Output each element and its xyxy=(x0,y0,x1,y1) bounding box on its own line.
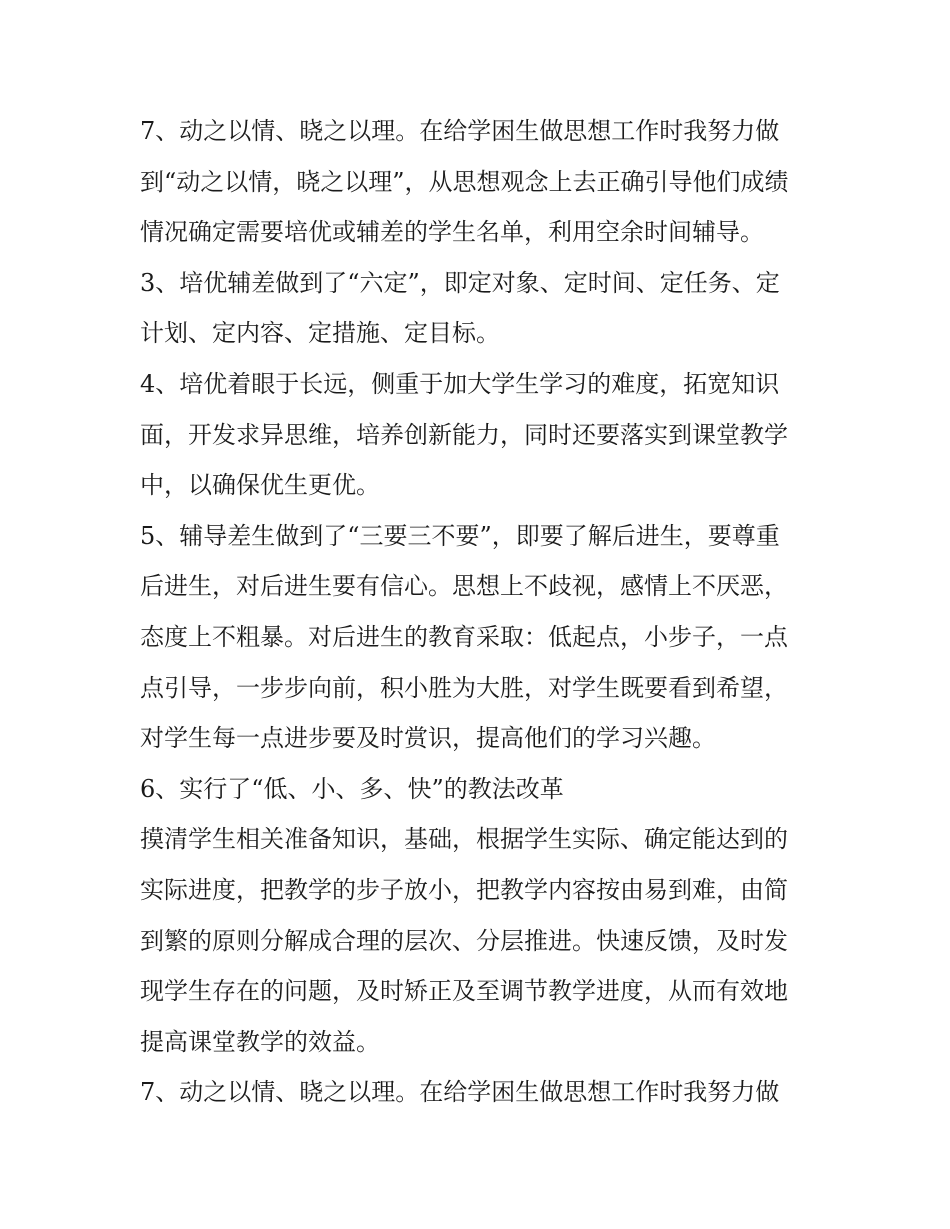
text-line: 点引导，一步步向前，积小胜为大胜，对学生既要看到希望， xyxy=(140,673,788,702)
text-line: 7、动之以情、晓之以理。在给学困生做思想工作时我努力做 xyxy=(140,1078,780,1107)
text-line: 6、实行了“低、小、多、快”的教法改革 xyxy=(140,774,564,803)
text-line: 3、培优辅差做到了“六定”，即定对象、定时间、定任务、定 xyxy=(140,268,780,297)
text-line: 7、动之以情、晓之以理。在给学困生做思想工作时我努力做 xyxy=(140,117,780,145)
text-line: 到“动之以情，晓之以理”，从思想观念上去正确引导他们成绩 xyxy=(140,167,789,196)
text-line: 情况确定需要培优或辅差的学生名单，利用空余时间辅导。 xyxy=(140,218,764,247)
text-line: 实际进度，把教学的步子放小，把教学内容按由易到难，由简 xyxy=(140,875,788,904)
text-line: 摸清学生相关准备知识，基础，根据学生实际、确定能达到的 xyxy=(140,825,788,854)
text-line: 到繁的原则分解成合理的层次、分层推进。快速反馈，及时发 xyxy=(140,926,788,955)
text-line: 现学生存在的问题，及时矫正及至调节教学进度，从而有效地 xyxy=(140,977,788,1006)
text-line: 5、辅导差生做到了“三要三不要”，即要了解后进生，要尊重 xyxy=(140,521,780,550)
document-body xyxy=(140,106,820,1118)
text-line: 4、培优着眼于长远，侧重于加大学生学习的难度，拓宽知识 xyxy=(140,369,780,398)
text-line: 提高课堂教学的效益。 xyxy=(140,1027,380,1056)
text-line: 对学生每一点进步要及时赏识，提高他们的学习兴趣。 xyxy=(140,724,716,753)
text-line: 后进生，对后进生要有信心。思想上不歧视，感情上不厌恶， xyxy=(140,572,788,601)
text-line: 面，开发求异思维，培养创新能力，同时还要落实到课堂教学 xyxy=(140,420,788,449)
text-line: 计划、定内容、定措施、定目标。 xyxy=(140,319,500,348)
text-line: 中，以确保优生更优。 xyxy=(140,471,380,500)
text-line: 态度上不粗暴。对后进生的教育采取：低起点，小步子，一点 xyxy=(140,622,788,651)
